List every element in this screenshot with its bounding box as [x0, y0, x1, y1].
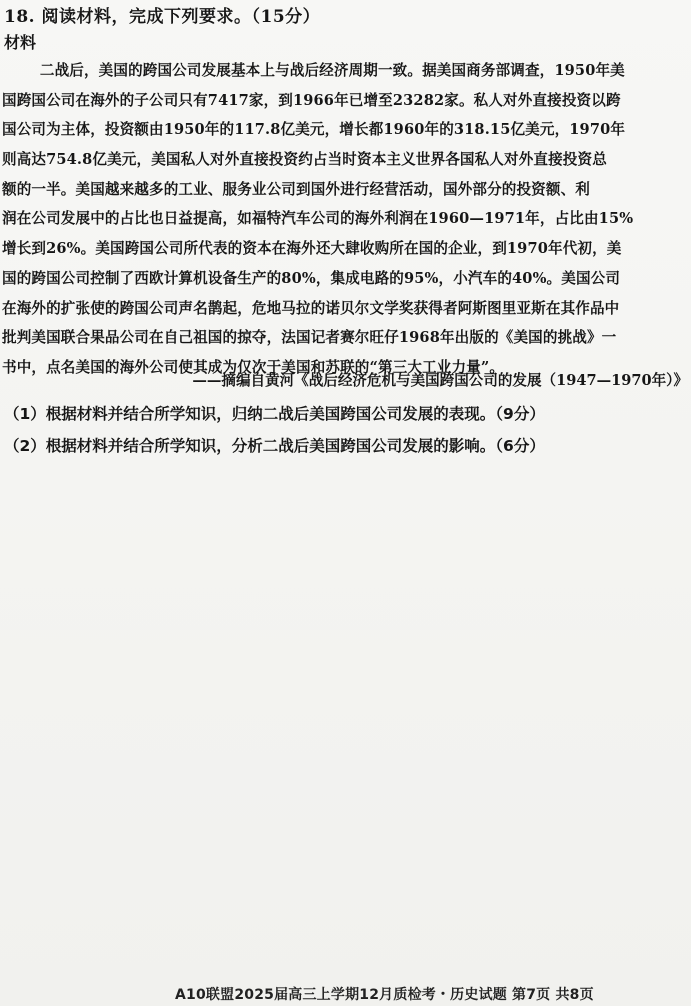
material-line: 国跨国公司在海外的子公司只有7417家，到1966年已增至23282家。私人对外直接投资以跨 [2, 91, 621, 109]
material-line: 额的一半。美国越来越多的工业、服务业公司到国外进行经营活动，国外部分的投资额、利 [2, 180, 590, 198]
material-line: 国的跨国公司控制了西欧计算机设备生产的80%，集成电路的95%，小汽车的40%。美国公司 [2, 269, 621, 287]
material-line: 批判美国联合果品公司在自己祖国的掠夺，法国记者赛尔旺仔1968年出版的《美国的挑战》一 [2, 329, 617, 347]
material-line: 国公司为主体，投资额由1950年的117.8亿美元，增长都1960年的318.15亿美元，1970年 [2, 121, 626, 139]
material-line: 在海外的扩张使的跨国公司声名鹊起，危地马拉的诺贝尔文学奖获得者阿斯图里亚斯在其作品中 [2, 299, 620, 317]
question-1: （1）根据材料并结合所学知识，归纳二战后美国跨国公司发展的表现。（9分） [4, 405, 545, 423]
question-2: （2）根据材料并结合所学知识，分析二战后美国跨国公司发展的影响。（6分） [4, 437, 545, 455]
material-line: 润在公司发展中的占比也日益提高，如福特汽车公司的海外利润在1960—1971年，占比由15% [2, 210, 634, 228]
material-line: 增长到26%。美国跨国公司所代表的资本在海外还大肆收购所在国的企业，到1970年代初，美 [2, 240, 622, 258]
question-title: 18. 阅读材料，完成下列要求。（15分） [4, 7, 321, 27]
material-label: 材料 [4, 33, 37, 52]
material-source: ——摘编自黄河《战后经济危机与美国跨国公司的发展（1947—1970年）》 [192, 372, 688, 389]
material-line: 书中，点名美国的海外公司使其成为仅次于美国和苏联的“第三大工业力量”。 [2, 358, 505, 376]
page-footer: A10联盟2025届高三上学期12月质检考・历史试题 第7页 共8页 [175, 987, 594, 1003]
material-passage [2, 56, 690, 383]
material-line: 则高达754.8亿美元，美国私人对外直接投资约占当时资本主义世界各国私人对外直接投资总 [2, 151, 607, 169]
material-line: 二战后，美国的跨国公司发展基本上与战后经济周期一致。据美国商务部调查，1950年美 [39, 62, 625, 79]
